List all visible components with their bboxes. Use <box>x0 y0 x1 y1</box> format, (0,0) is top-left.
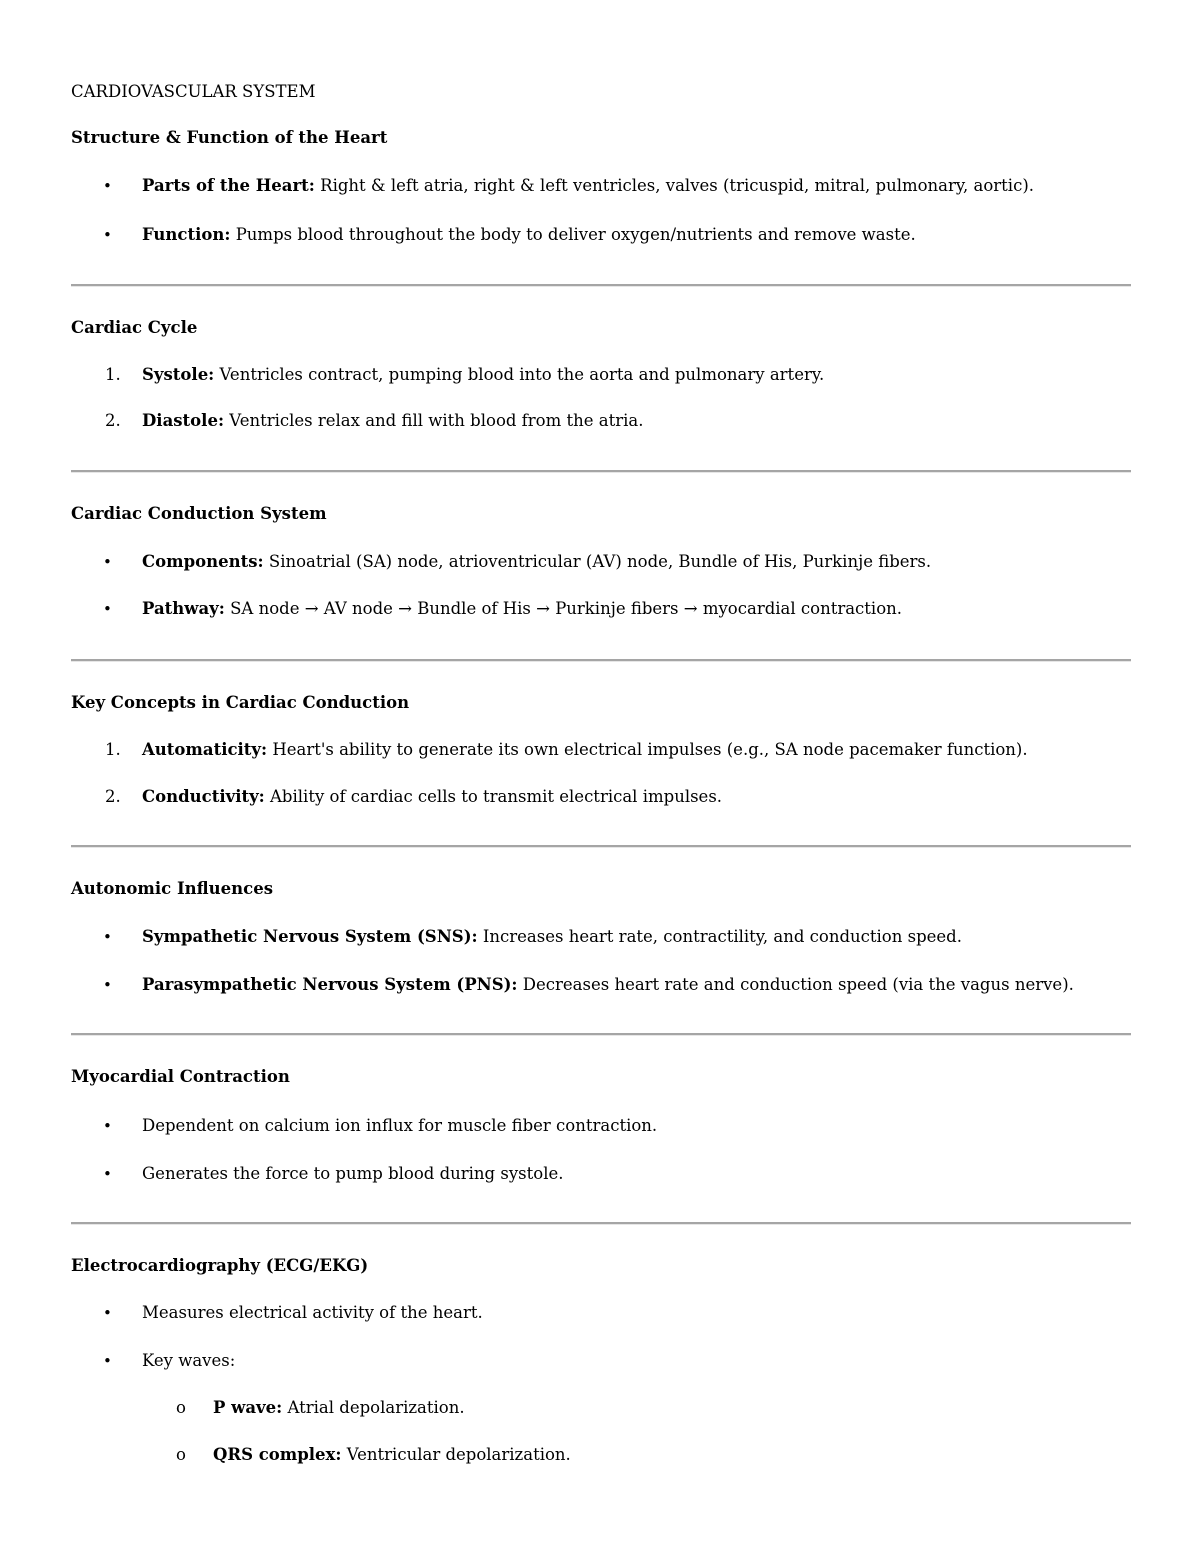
item-text: Key waves: <box>142 1351 236 1370</box>
item-text: SA node → AV node → Bundle of His → Purkinje fibers → myocardial contraction. <box>224 599 903 618</box>
bullet-marker: • <box>103 976 112 994</box>
section-heading: Key Concepts in Cardiac Conduction <box>71 693 410 712</box>
item-label: Systole: <box>142 365 215 384</box>
bullet-marker: • <box>103 1117 112 1135</box>
document-title: CARDIOVASCULAR SYSTEM <box>71 82 316 101</box>
bullet-marker: • <box>103 1165 112 1183</box>
item-text: Ventricles contract, pumping blood into the aorta and pulmonary artery. <box>214 365 825 384</box>
number-marker: 2. <box>105 411 121 430</box>
bullet-marker: • <box>103 1304 112 1322</box>
item-text: Decreases heart rate and conduction speed (via the vagus nerve). <box>517 975 1074 994</box>
item-label: Sympathetic Nervous System (SNS): <box>142 927 478 946</box>
number-marker: 1. <box>105 365 121 384</box>
item-label: P wave: <box>213 1398 283 1417</box>
section-heading: Structure & Function of the Heart <box>71 128 388 147</box>
item-label: Function: <box>142 225 231 244</box>
item-text: Ventricular depolarization. <box>341 1445 571 1464</box>
sub-bullet-marker: o <box>176 1445 186 1464</box>
section-heading: Cardiac Cycle <box>71 318 198 337</box>
item-text: Increases heart rate, contractility, and conduction speed. <box>477 927 962 946</box>
item-label: Conductivity: <box>142 787 265 806</box>
item-label: QRS complex: <box>213 1445 342 1464</box>
item-label: Components: <box>142 552 264 571</box>
item-text: Atrial depolarization. <box>282 1398 465 1417</box>
bullet-marker: • <box>103 226 112 244</box>
section-electrocardiography <box>71 1256 1131 1276</box>
horizontal-divider <box>71 470 1131 473</box>
item-text: Dependent on calcium ion influx for muscle fiber contraction. <box>142 1116 658 1135</box>
item-text: Ability of cardiac cells to transmit electrical impulses. <box>264 787 723 806</box>
item-label: Parts of the Heart: <box>142 176 315 195</box>
section-heading: Electrocardiography (ECG/EKG) <box>71 1256 369 1275</box>
section-structure-function <box>71 128 1131 148</box>
item-text: Ventricles relax and fill with blood from the atria. <box>224 411 644 430</box>
bullet-marker: • <box>103 1352 112 1370</box>
horizontal-divider <box>71 1222 1131 1225</box>
section-myocardial-contraction <box>71 1067 1131 1087</box>
horizontal-divider <box>71 284 1131 287</box>
bullet-marker: • <box>103 600 112 618</box>
item-text: Measures electrical activity of the heart. <box>142 1303 483 1322</box>
horizontal-divider <box>71 845 1131 848</box>
sub-bullet-marker: o <box>176 1398 186 1417</box>
item-label: Automaticity: <box>142 740 268 759</box>
section-heading: Cardiac Conduction System <box>71 504 327 523</box>
item-text: Generates the force to pump blood during systole. <box>142 1164 564 1183</box>
bullet-marker: • <box>103 177 112 195</box>
item-label: Parasympathetic Nervous System (PNS): <box>142 975 518 994</box>
item-text: Pumps blood throughout the body to deliver oxygen/nutrients and remove waste. <box>230 225 916 244</box>
horizontal-divider <box>71 659 1131 662</box>
section-cardiac-cycle <box>71 318 1131 338</box>
bullet-marker: • <box>103 928 112 946</box>
section-heading: Myocardial Contraction <box>71 1067 290 1086</box>
item-text: Sinoatrial (SA) node, atrioventricular (AV) node, Bundle of His, Purkinje fibers. <box>263 552 932 571</box>
bullet-marker: • <box>103 553 112 571</box>
section-heading: Autonomic Influences <box>71 879 273 898</box>
number-marker: 1. <box>105 740 121 759</box>
item-text: Right & left atria, right & left ventricles, valves (tricuspid, mitral, pulmonary, aortic). <box>314 176 1035 195</box>
item-label: Diastole: <box>142 411 225 430</box>
section-key-concepts <box>71 693 1131 713</box>
section-autonomic-influences <box>71 879 1131 899</box>
horizontal-divider <box>71 1033 1131 1036</box>
section-conduction-system <box>71 504 1131 524</box>
item-text: Heart's ability to generate its own electrical impulses (e.g., SA node pacemaker function). <box>267 740 1028 759</box>
item-label: Pathway: <box>142 599 225 618</box>
number-marker: 2. <box>105 787 121 806</box>
